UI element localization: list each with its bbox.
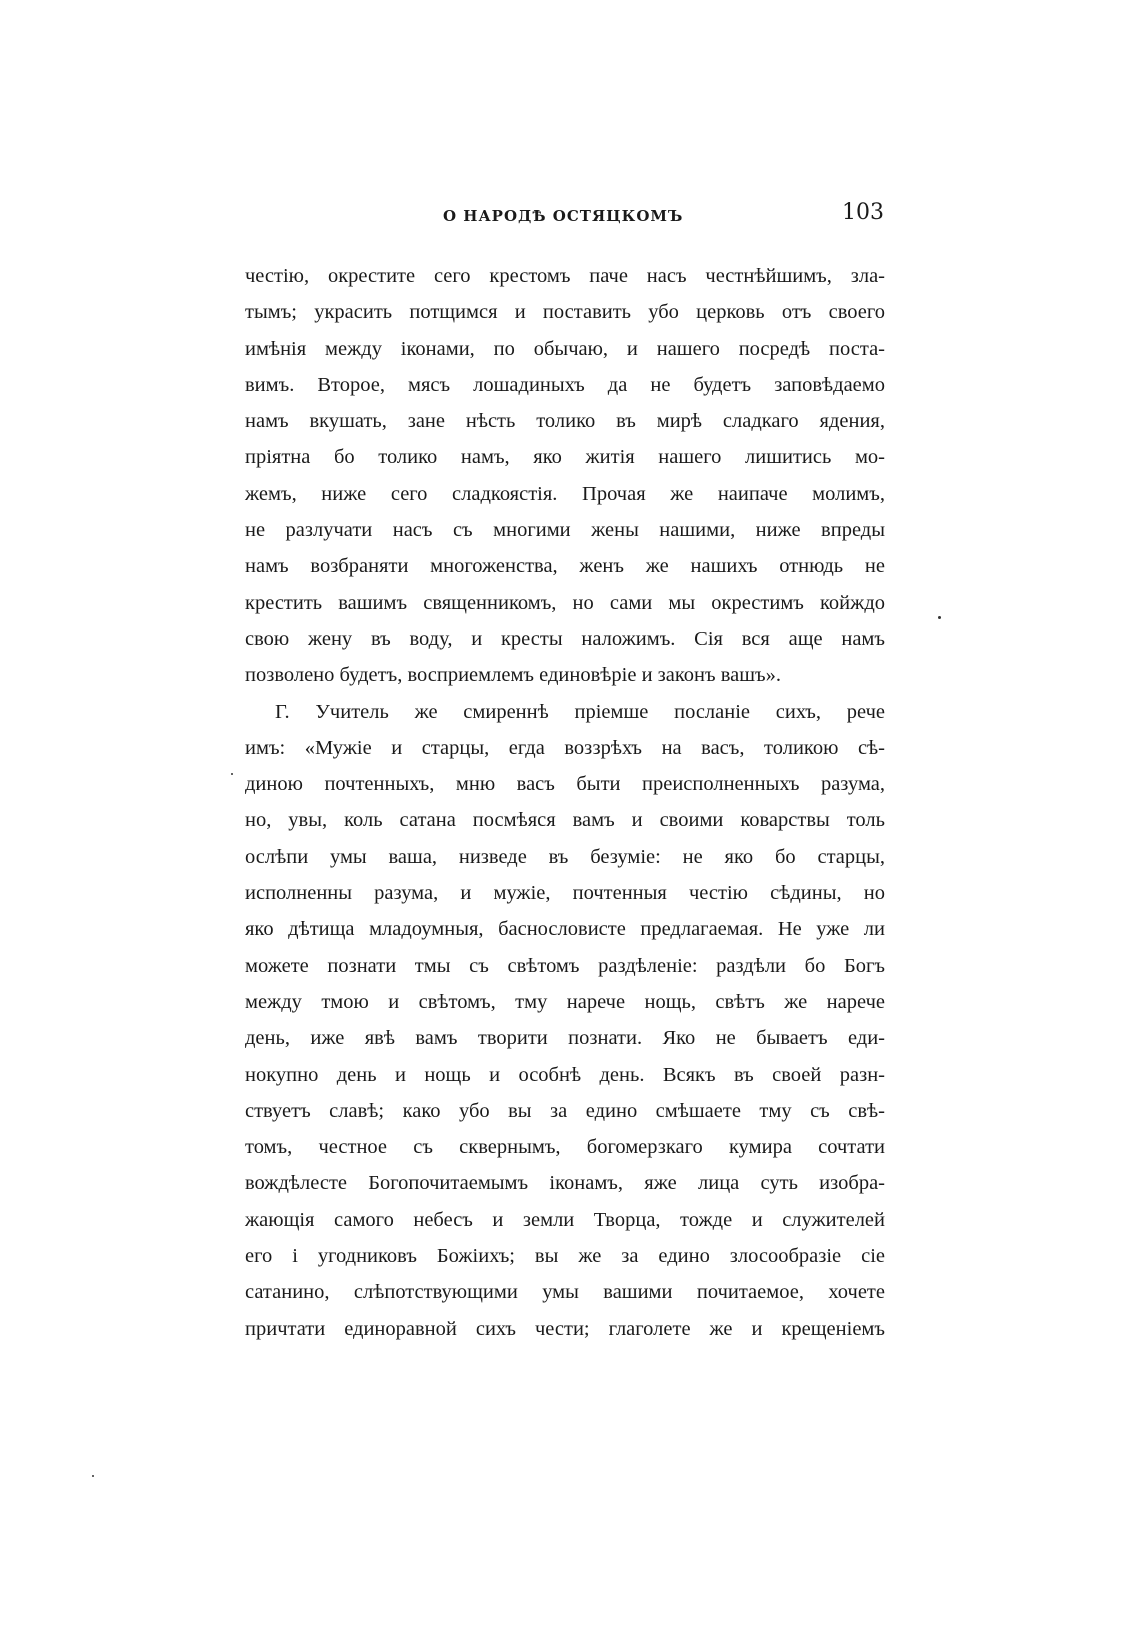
text-line: его і угодниковъ Божіихъ; вы же за едино злосообразіе сіе bbox=[245, 1245, 885, 1268]
ink-speck bbox=[938, 616, 941, 619]
text-line: диною почтенныхъ, мню васъ быти преисполненныхъ разума, bbox=[245, 773, 885, 796]
text-line: яко дѣтища младоумныя, баснословисте предлагаемая. Не уже ли bbox=[245, 918, 885, 941]
text-line: ослѣпи умы ваша, низведе въ безуміе: не яко бо старцы, bbox=[245, 845, 885, 868]
text-line: тымъ; украсить потщимся и поставить убо церковь отъ своего bbox=[245, 301, 885, 324]
text-line: день, иже явѣ вамъ творити познати. Яко не бываетъ еди- bbox=[245, 1027, 885, 1050]
text-line: не разлучати насъ съ многими жены нашими, ниже впреды bbox=[245, 519, 885, 542]
text-line: сатанино, слѣпотствующими умы вашими почитаемое, хочете bbox=[245, 1281, 885, 1304]
text-line: жающія самого небесъ и земли Творца, тожде и служителей bbox=[245, 1208, 885, 1231]
text-line: между тмою и свѣтомъ, тму нарече нощь, свѣтъ же нарече bbox=[245, 990, 885, 1013]
text-line: ствуетъ славѣ; како убо вы за едино смѣшаете тму съ свѣ- bbox=[245, 1099, 885, 1122]
text-line: имъ: «Мужіе и старцы, егда воззрѣхъ на васъ, толикою сѣ- bbox=[245, 736, 885, 759]
text-line: намъ вкушать, зане нѣсть толико въ мирѣ сладкаго ядения, bbox=[245, 410, 885, 433]
text-line: свою жену въ воду, и кресты наложимъ. Сія вся аще намъ bbox=[245, 627, 885, 650]
text-line: но, увы, коль сатана посмѣяся вамъ и своими коварствы толь bbox=[245, 809, 885, 832]
text-line: исполненны разума, и мужіе, почтенныя честію сѣдины, но bbox=[245, 882, 885, 905]
text-line: имѣнія между іконами, по обычаю, и нашего посредѣ поста- bbox=[245, 337, 885, 360]
text-line: вождѣлесте Богопочитаемымъ іконамъ, яже лица суть изобра- bbox=[245, 1172, 885, 1195]
text-line: томъ, честное съ сквернымъ, богомерзкаго кумира сочтати bbox=[245, 1136, 885, 1159]
text-line: нокупно день и нощь и особнѣ день. Всякъ въ своей разн- bbox=[245, 1063, 885, 1086]
text-line: жемъ, ниже сего сладкоястія. Прочая же наипаче молимъ, bbox=[245, 482, 885, 505]
text-line: намъ возбраняти многоженства, женъ же нашихъ отнюдь не bbox=[245, 555, 885, 578]
text-line: причтати единоравной сихъ чести; глаголете же и крещеніемъ bbox=[245, 1317, 885, 1340]
text-line: честію, окрестите сего крестомъ паче насъ честнѣйшимъ, зла- bbox=[245, 265, 885, 287]
ink-speck bbox=[231, 773, 233, 775]
text-line: вимъ. Второе, мясъ лошадиныхъ да не будетъ заповѣдаемо bbox=[245, 373, 885, 396]
body-text bbox=[245, 258, 885, 1347]
paragraph-start-line: Г. Учитель же смиреннѣ пріемше посланіе сихъ, рече bbox=[275, 700, 885, 723]
text-line: пріятна бо толико намъ, яко житія нашего лишитись мо- bbox=[245, 446, 885, 469]
text-line: можете познати тмы съ свѣтомъ раздѣленіе: раздѣли бо Богъ bbox=[245, 954, 885, 977]
ink-speck bbox=[92, 1475, 94, 1477]
page-number: 103 bbox=[842, 200, 884, 225]
text-line: позволено будетъ, восприемлемъ единовѣріе и законъ вашъ». bbox=[245, 664, 782, 687]
running-title: О НАРОДѢ ОСТЯЦКОМЪ bbox=[443, 207, 684, 225]
text-line: крестить вашимъ священникомъ, но сами мы окрестимъ койждо bbox=[245, 591, 885, 614]
